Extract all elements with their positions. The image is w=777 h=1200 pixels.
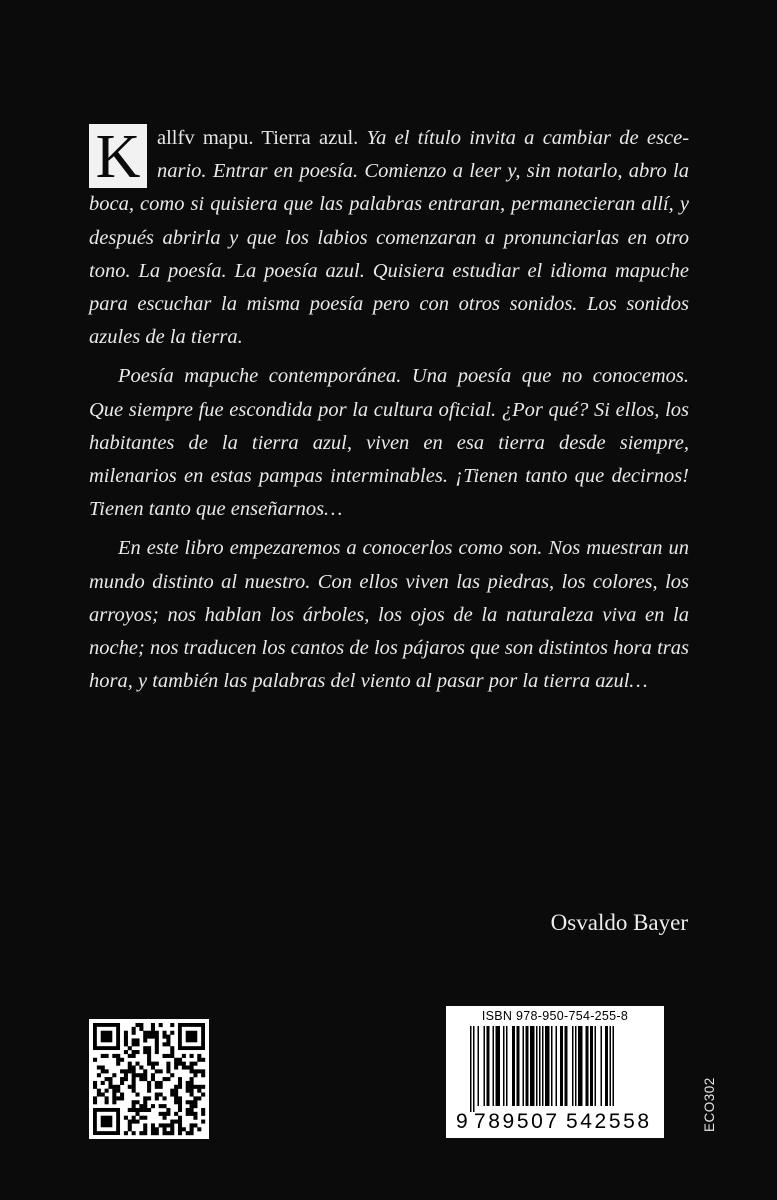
barcode-digits-right: 542558 [566,1110,652,1133]
barcode-bars [446,1024,664,1112]
paragraph-1 [89,122,689,354]
isbn-barcode [446,1006,664,1138]
paragraph-3: En este libro empezaremos a conocerlos como son. Nos muestran un mundo distinto al nuestro. Con ellos viven las piedras, los colores, los arroyos; nos hablan los árboles, los ojos de la naturaleza viva en la noche; nos traducen los cantos de los pájaros que son distintos hora tras hora, y también las palabras del viento al pasar por la tierra azul… [89,537,689,693]
isbn-label: ISBN 978-950-754-255-8 [481,1009,629,1023]
catalog-code: ECO302 [702,1077,717,1132]
paragraph-1-opening: allfv mapu. Tierra azul. [157,127,359,149]
author-signature: Osvaldo Bayer [550,910,688,935]
paragraph-1-body: Ya el título invita a cambiar de escenario. Entrar en poesía. Comienzo a leer y, sin notarlo, abro la boca, como si quisiera que las palabras entraran, permanecieran allí, y después abrirla y que los labios comenzaran a pronunciarlas en otro tono. La poesía. La poesía azul. Quisiera estudiar el idioma mapuche para escuchar la misma poesía pero con otros sonidos. Los sonidos azules de la tierra. [89,127,690,349]
qr-code-icon [89,1019,209,1139]
barcode-digit-first: 9 [456,1110,468,1133]
paragraph-2: Poesía mapuche contemporánea. Una poesía que no conocemos. Que siempre fue escondida por la cultura oficial. ¿Por qué? Si ellos, los habitantes de la tierra azul, viven en esa tierra desde siempre, milenarios en estas pampas interminables. ¡Tienen tanto que decirnos! Tienen tanto que enseñarnos… [89,365,689,521]
barcode-digits-left: 789507 [474,1110,560,1133]
back-cover-text [89,122,689,698]
drop-cap: K [89,124,147,188]
